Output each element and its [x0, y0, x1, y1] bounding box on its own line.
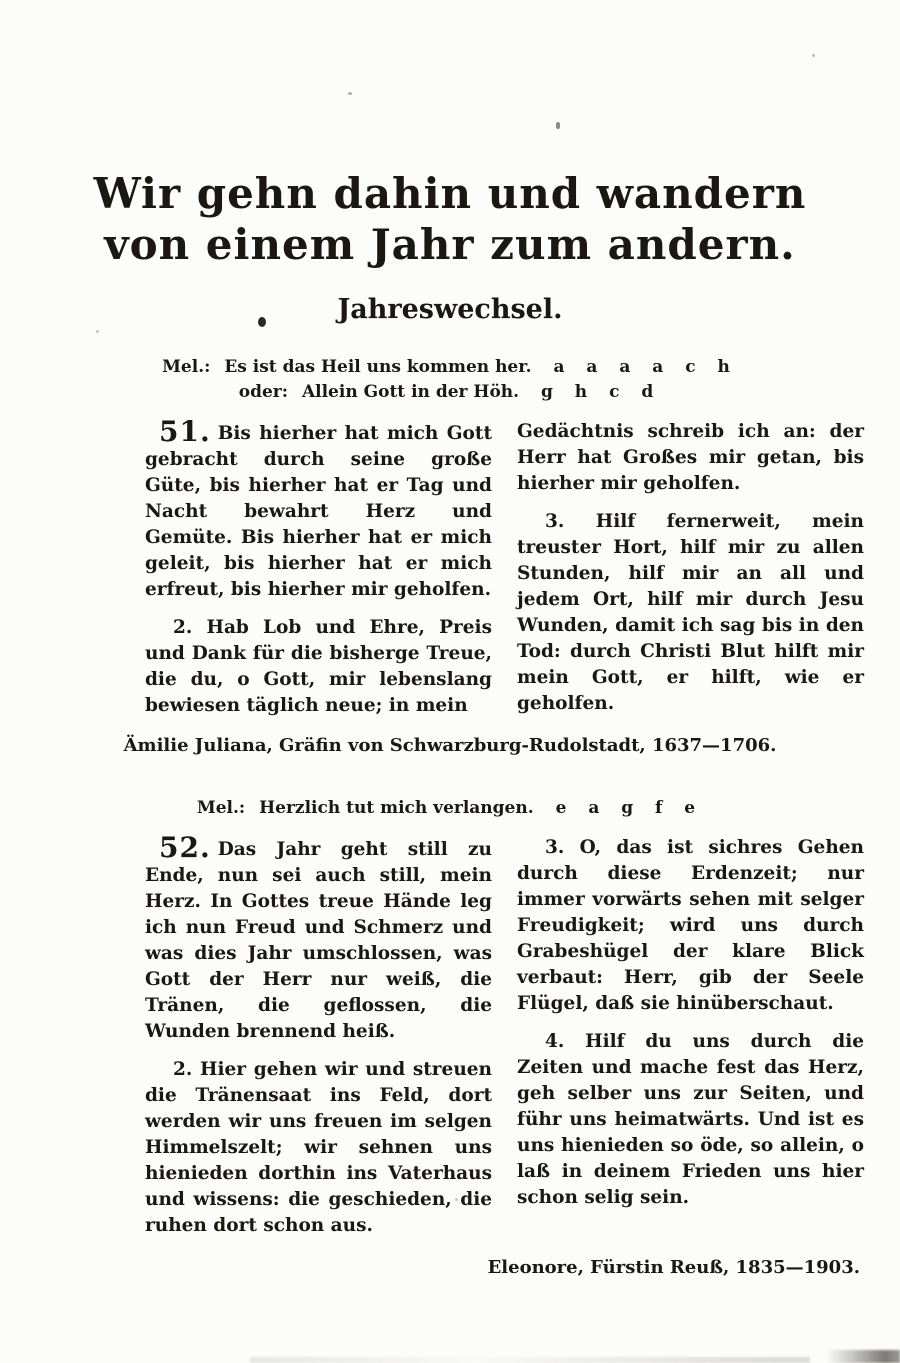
melody-line-1 — [0, 355, 900, 380]
scan-edge-smudge — [826, 1350, 900, 1363]
hymn-51-left-column — [145, 415, 492, 731]
melody-label: Mel.: — [162, 357, 211, 377]
verse-text: Bis hierher hat mich Gott gebracht durch seine große Güte, bis hierher hat er Tag und Nacht bewahrt Herz und Gemüte. Bis hierher hat er mich geleit, bis hierher hat er mich erfreut, bis hierher mir geholfen. — [145, 423, 492, 600]
ink-speck — [455, 1198, 458, 1201]
hymn-52-verse-1 — [145, 831, 492, 1045]
melody-alt-notes: g h c d — [541, 382, 662, 402]
melody-alt-title: Allein Gott in der Höh. — [301, 382, 520, 402]
melody-notes: a a a a c h — [553, 357, 738, 377]
section-heading: Jahreswechsel. — [337, 294, 563, 325]
hymn-52-right-column — [517, 835, 864, 1251]
melody-line-1 — [0, 796, 900, 821]
hymn-51-verse-2 — [145, 615, 492, 719]
hymn-51-verse-2-continuation — [517, 419, 864, 497]
verse-text: 3. Hilf fernerweit, mein treuster Hort, hilf mir zu allen Stunden, hilf mir an all und jedem Ort, hilf mir durch Jesu Wunden, damit ich sag bis in den Tod: durch Christi Blut hilft mir mein Gott, er hilft, wie er geholfen. — [517, 511, 864, 714]
ink-speck — [348, 92, 352, 95]
melody-notes: e a g f e — [555, 798, 704, 818]
hymn-51 — [145, 415, 865, 731]
hymn-52-verse-4 — [517, 1029, 864, 1211]
scan-edge-shadow — [250, 1357, 810, 1363]
verse-text: 3. O, das ist sichres Gehen durch diese Erdenzeit; nur immer vorwärts sehen mit selger Freudigkeit; wird uns durch Grabeshügel der klare Blick verbaut: Herr, gib der Seele Flügel, daß sie hinüberschaut. — [517, 837, 864, 1014]
ink-speck — [96, 330, 99, 333]
page-title-line2: von einem Jahr zum andern. — [104, 220, 796, 269]
hymn-51-verse-1 — [145, 415, 492, 603]
hymn-52-verse-3 — [517, 835, 864, 1017]
hymn-52-left-column — [145, 831, 492, 1251]
verse-text: 2. Hab Lob und Ehre, Preis und Dank für die bisherge Treue, die du, o Gott, mir lebenslang bewiesen täglich neue; in mein — [145, 617, 492, 716]
ink-speck — [556, 122, 560, 129]
ink-speck — [258, 317, 266, 327]
hymn-number-51: 51. — [159, 415, 211, 448]
verse-text: Das Jahr geht still zu Ende, nun sei auch still, mein Herz. In Gottes treue Hände leg ich nun Freud und Schmerz und was dies Jahr umschlossen, was Gott der Herr nur weiß, die Tränen, die geflossen, die Wunden brennend heiß. — [145, 839, 492, 1042]
melody-reference-52 — [0, 796, 900, 821]
verse-text: 4. Hilf du uns durch die Zeiten und mache fest das Herz, geh selber uns zur Seiten, und führ uns heimatwärts. Und ist es uns hienieden so öde, so allein, o laß in deinem Frieden uns hier schon selig sein. — [517, 1031, 864, 1208]
hymn-52-verse-2 — [145, 1057, 492, 1239]
ink-speck — [812, 54, 815, 57]
hymn-number-52: 52. — [159, 831, 211, 864]
verse-text: Gedächtnis schreib ich an: der Herr hat Großes mir getan, bis hierher mir geholfen. — [517, 421, 864, 494]
page-title-line1: Wir gehn dahin und wandern — [93, 169, 807, 218]
melody-reference-51 — [0, 355, 900, 405]
melody-title: Es ist das Heil uns kommen her. — [224, 357, 532, 377]
melody-line-2 — [0, 380, 900, 405]
page-title — [0, 0, 900, 270]
hymn-52 — [145, 831, 865, 1251]
hymn-51-verse-3 — [517, 509, 864, 717]
melody-title: Herzlich tut mich verlangen. — [259, 798, 534, 818]
hymn-52-attribution: Eleonore, Fürstin Reuß, 1835—1903. — [487, 1257, 860, 1278]
melody-alt-label: oder: — [238, 382, 289, 402]
hymn-51-attribution: Ämilie Juliana, Gräfin von Schwarzburg-Rudolstadt, 1637—1706. — [123, 735, 777, 756]
melody-label: Mel.: — [196, 798, 246, 818]
verse-text: 2. Hier gehen wir und streuen die Tränensaat ins Feld, dort werden wir uns freuen im selgen Himmelszelt; wir sehnen uns hienieden dorthin ins Vaterhaus und wissens: die geschieden, die ruhen dort schon aus. — [145, 1059, 492, 1236]
hymn-51-right-column — [517, 419, 864, 731]
